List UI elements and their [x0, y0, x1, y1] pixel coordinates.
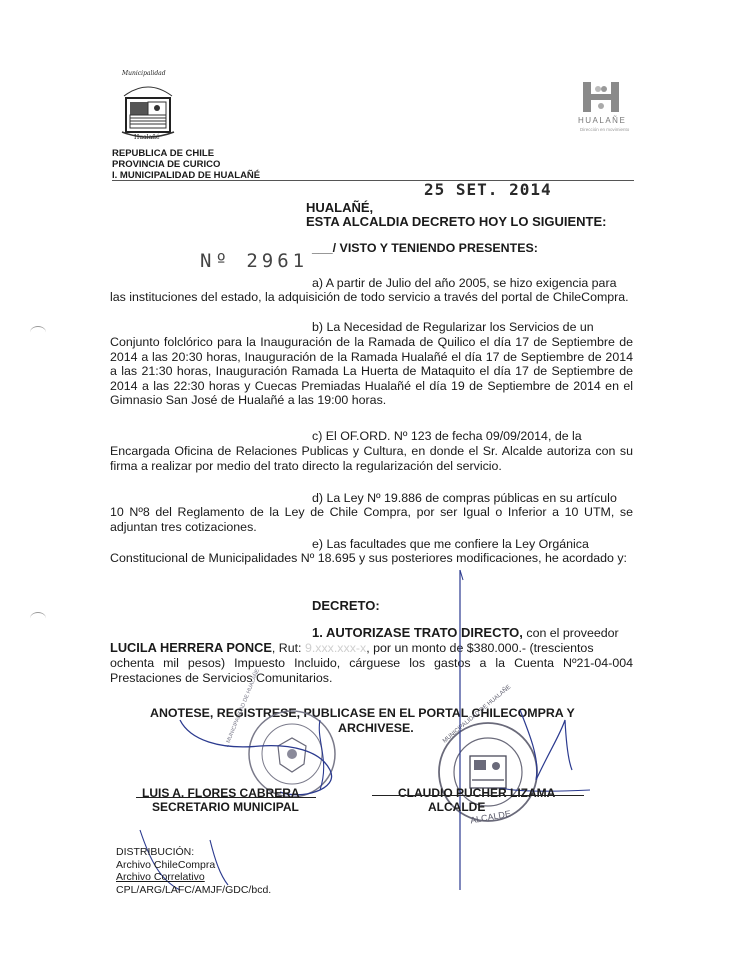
place-line: HUALAÑÉ,	[306, 200, 374, 215]
mayor-seal-text: MUNICIPALIDAD DE HUALAÑE	[442, 684, 513, 745]
secretary-title: SECRETARIO MUNICIPAL	[152, 800, 299, 814]
secretary-signature-line	[136, 797, 316, 798]
provider-name: LUCILA HERRERA PONCE	[110, 640, 272, 655]
distribution-correlativo: Archivo Correlativo	[116, 871, 205, 883]
rut-label: , Rut:	[271, 641, 302, 655]
distribution-chilecompra: Archivo ChileCompra	[116, 858, 216, 871]
mayor-title: ALCALDE	[428, 800, 486, 814]
paragraph-a-first-line: a) A partir de Julio del año 2005, se hizo exigencia para	[312, 276, 617, 290]
mayor-seal-bottom-text: ALCALDE	[469, 808, 512, 826]
paragraph-d-first-line: d) La Ley Nº 19.886 de compras públicas en su artículo	[312, 491, 617, 505]
paragraph-c-rest: Encargada Oficina de Relaciones Publicas y Cultura, en donde el Sr. Alcalde autoriza con su firma a realizar por medio del trato directo la regularización del servicio.	[110, 444, 633, 473]
coat-of-arms-bottom-label: Hualañé	[134, 134, 160, 141]
decree-intro: ESTA ALCALDIA DECRETO HOY LO SIGUIENTE:	[306, 214, 607, 229]
paragraph-c-first-line: c) El OF.ORD. Nº 123 de fecha 09/09/2014, de la	[312, 429, 582, 443]
mayor-name: CLAUDIO PUCHER LIZAMA	[398, 786, 556, 800]
distribution-initials: CPL/ARG/LAFC/AMJF/GDC/bcd.	[116, 883, 272, 896]
article-1-heading: 1. AUTORIZASE TRATO DIRECTO,	[312, 625, 523, 640]
date-stamp: 25 SET. 2014	[424, 180, 552, 199]
header-address-block	[112, 148, 260, 181]
hualane-logo-icon	[581, 80, 621, 114]
paragraph-a-rest: las instituciones del estado, la adquisición de todo servicio a través del portal de ChileCompra.	[110, 290, 629, 304]
closing-line-2: ARCHIVESE.	[338, 721, 414, 735]
distribution-heading: DISTRIBUCIÓN:	[116, 846, 195, 858]
header-line-republica: REPUBLICA DE CHILE	[112, 148, 215, 159]
mayor-signature-block	[398, 786, 555, 814]
paragraph-b-first-line: b) La Necesidad de Regularizar los Servicios de un	[312, 320, 594, 334]
hualane-logo-name: HUALAÑE	[578, 116, 627, 125]
header-rule	[112, 180, 634, 181]
punch-mark-top	[30, 326, 46, 339]
decreto-heading: DECRETO:	[312, 598, 380, 613]
rut-value-redacted: 9.xxx.xxx-x	[304, 641, 367, 655]
header-line-provincia: PROVINCIA DE CURICO	[112, 159, 221, 170]
visto-heading: ___/ VISTO Y TENIENDO PRESENTES:	[312, 241, 538, 255]
secretary-name: LUIS A. FLORES CABRERA	[142, 786, 300, 800]
mayor-signature-line	[372, 795, 584, 796]
coat-of-arms-top-label: Municipalidad	[122, 70, 166, 77]
paragraph-e-rest: Constitucional de Municipalidades Nº 18.695 y sus posteriores modificaciones, he acordado y:	[110, 551, 627, 565]
hualane-logo-tagline: Dirección en movimiento	[580, 127, 630, 132]
secretary-signature-block	[142, 786, 300, 814]
closing-line-1: ANOTESE, REGISTRESE, PUBLICASE EN EL PORTAL CHILECOMPRA Y	[150, 706, 575, 720]
amount-text: , por un monto de $380.000.- (trescientos	[366, 641, 594, 655]
secretary-seal-text: I. MUNICIPALIDAD DE HUALAÑE	[224, 668, 262, 749]
paragraph-e-first-line: e) Las facultades que me confiere la Ley Orgánica	[312, 537, 589, 551]
article-1-rest: ochenta mil pesos) Impuesto Incluido, cárguese los gastos a la Cuenta Nº21-04-004 Prestaciones de Servicios Comunitarios.	[110, 656, 633, 685]
punch-mark-bottom	[30, 612, 46, 625]
paragraph-b-rest: Conjunto folclórico para la Inauguración de la Ramada de Quilico el día 17 de Septiembre de 2014 a las 20:30 horas, Inauguración de la Ramada Hualañé el día 17 de Septiembre de 2014 a las 21:30 horas, Inauguración Ramada La Huerta de Mataquito el día 17 de Septiembre de 2014 a las 22:30 horas y Cuecas Premiadas Hualañé el día 19 de Septiembre de 2014 en el Gimnasio San José de Hualañé a las 19:00 horas.	[110, 335, 633, 408]
article-1-heading-tail: con el proveedor	[526, 626, 619, 640]
distribution-block	[116, 846, 271, 896]
decree-number-stamp: Nº 2961	[200, 250, 309, 272]
header-line-municipalidad: I. MUNICIPALIDAD DE HUALAÑÉ	[112, 170, 261, 181]
paragraph-d-rest: 10 Nº8 del Reglamento de la Ley de Chile Compra, por ser Igual o Inferior a 10 UTM, se adjuntan tres cotizaciones.	[110, 505, 633, 534]
